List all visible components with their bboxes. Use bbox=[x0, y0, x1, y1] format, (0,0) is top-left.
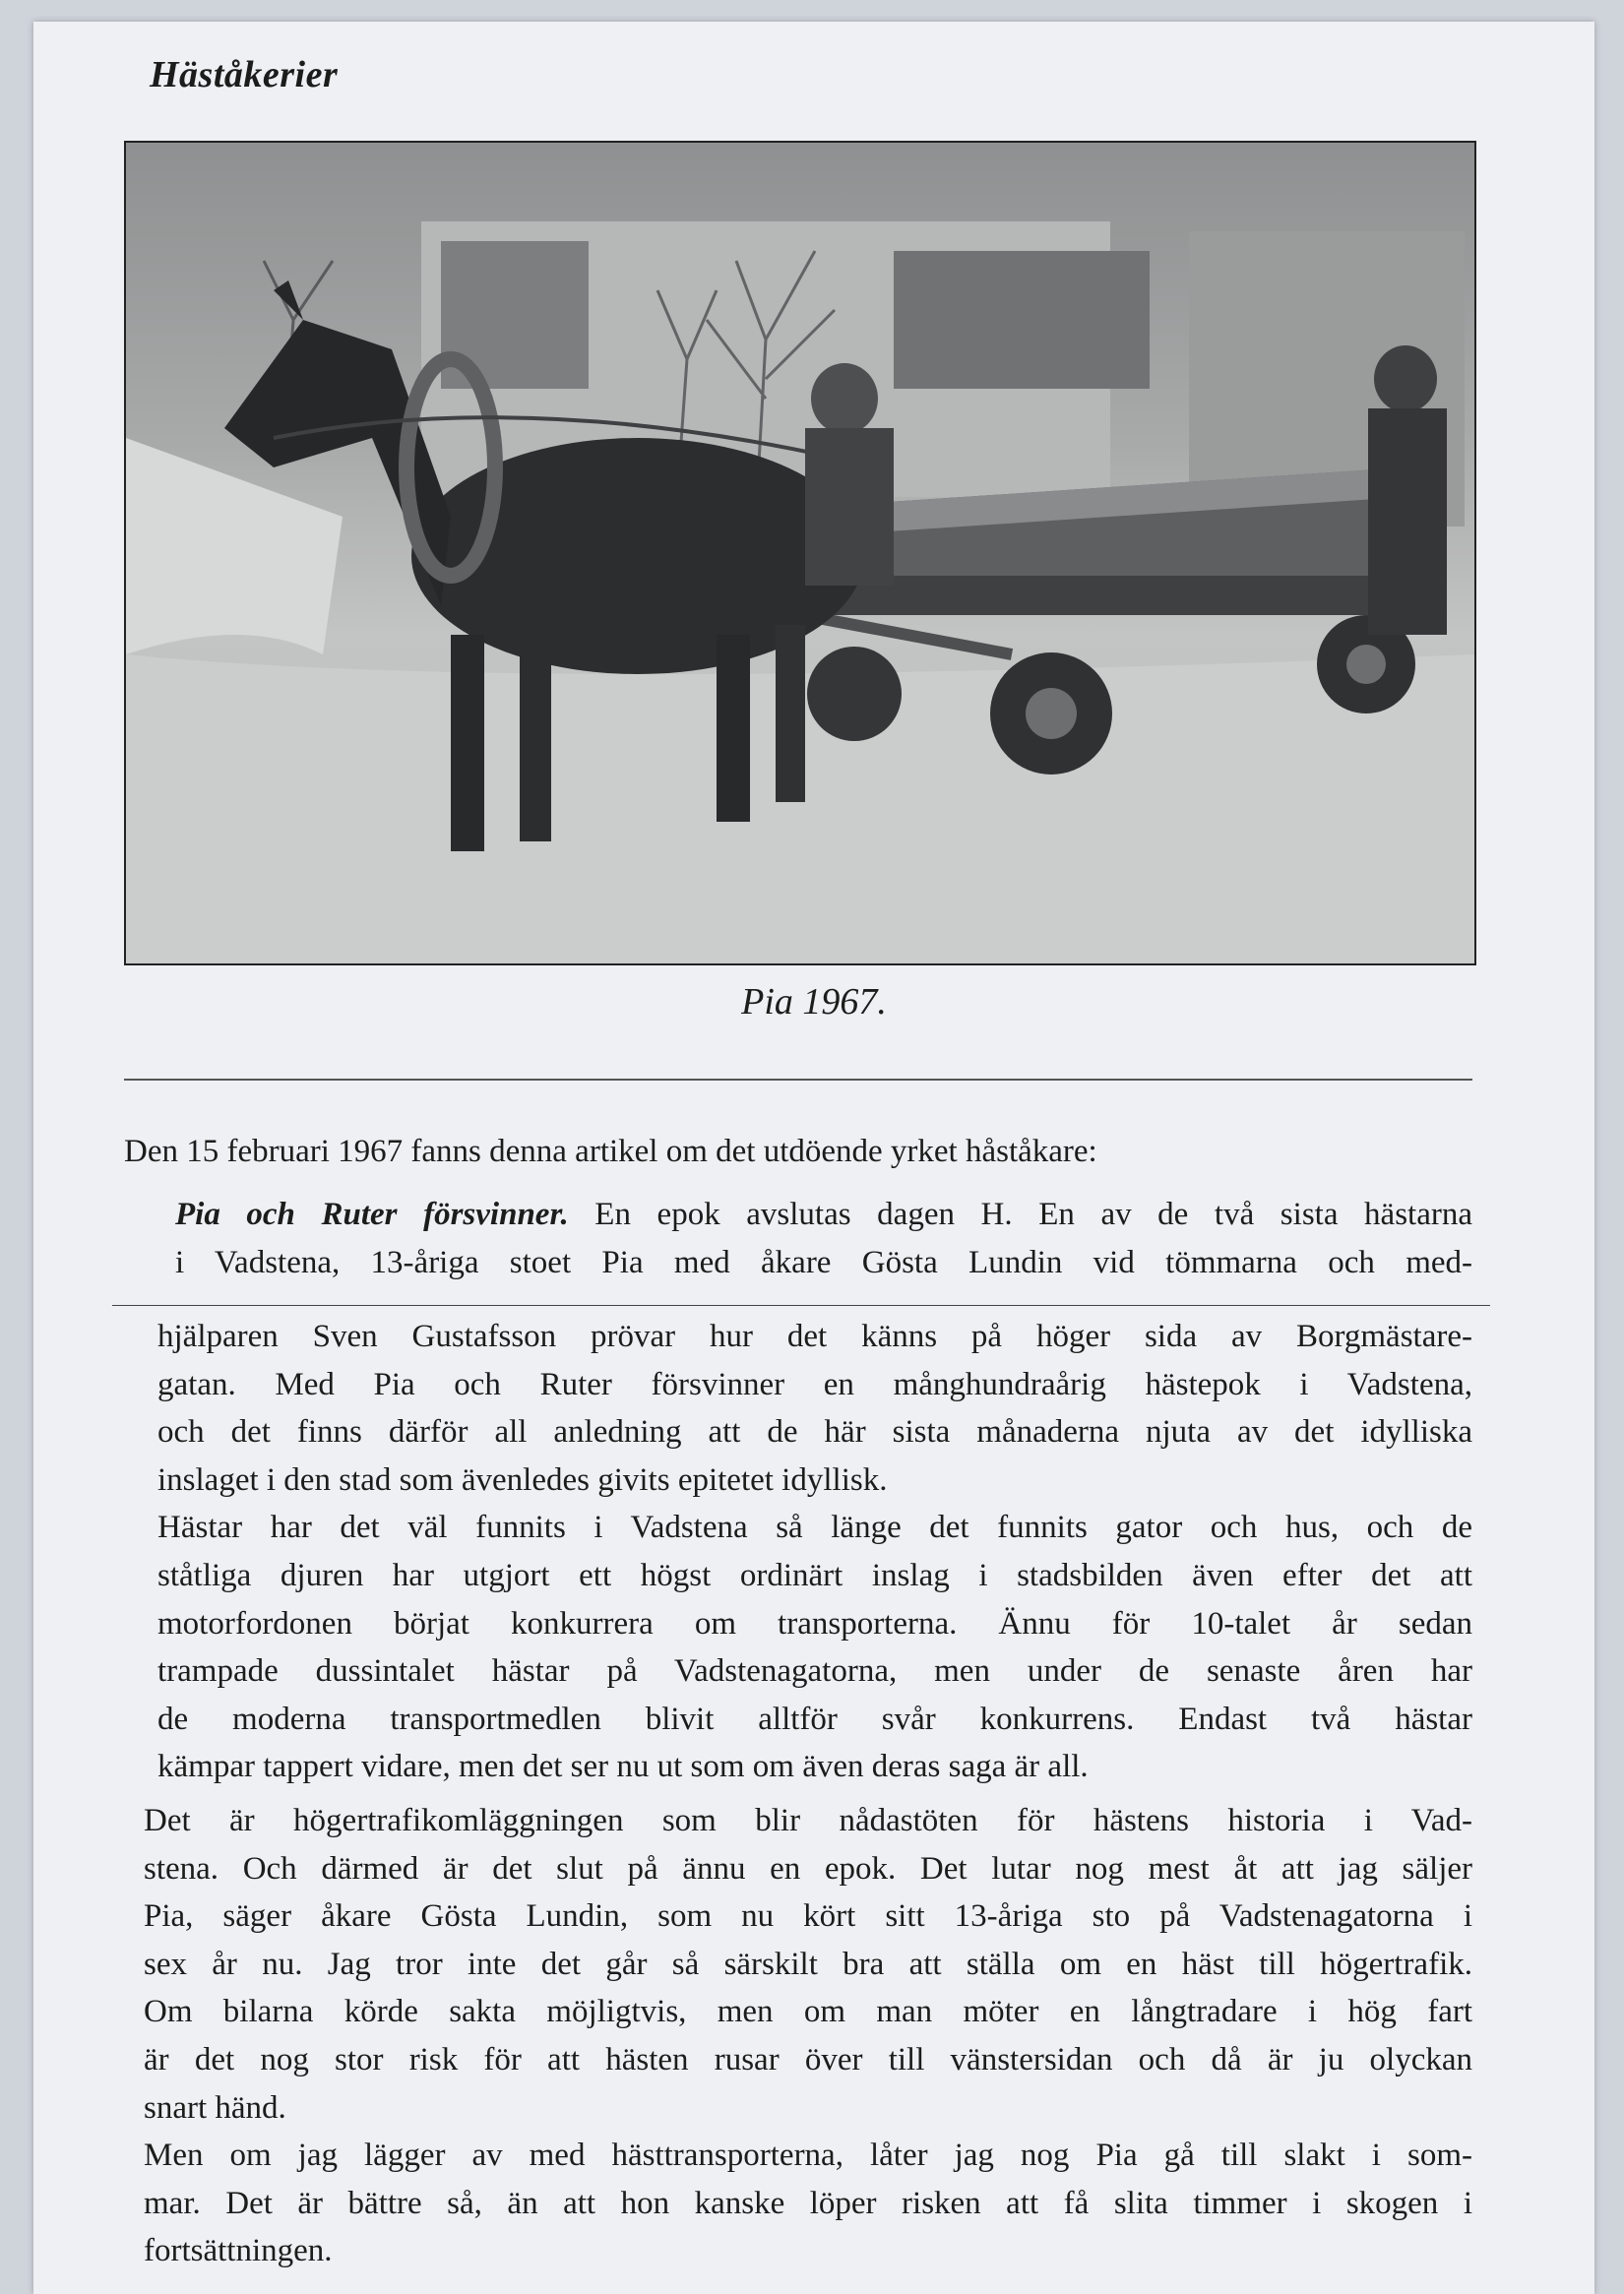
closing-line: Det är högertrafikomläggningen som blir nådastöten för hästens historia i Vad- bbox=[144, 1803, 1472, 1838]
document-page bbox=[33, 22, 1594, 2294]
article-lead bbox=[175, 1191, 1472, 1286]
body-line: hjälparen Sven Gustafsson prövar hur det känns på höger sida av Borgmästare- bbox=[157, 1319, 1472, 1354]
page-header: Häståkerier bbox=[150, 54, 339, 95]
body-line: Hästar har det väl funnits i Vadstena så länge det funnits gator och hus, och de bbox=[157, 1510, 1472, 1546]
divider bbox=[124, 1079, 1472, 1081]
closing-line: sex år nu. Jag tror inte det går så särskilt bra att ställa om en häst till högertrafik. bbox=[144, 1946, 1472, 1982]
intro-text: Den 15 februari 1967 fanns denna artikel om det utdöende yrket håståkare: bbox=[124, 1134, 1097, 1169]
closing-line: snart händ. bbox=[144, 2089, 286, 2126]
lead-line-1 bbox=[175, 1191, 1472, 1239]
photo-illustration bbox=[126, 143, 1474, 963]
closing-line: är det nog stor risk för att hästen rusar över till vänstersidan och då är ju olyckan bbox=[144, 2041, 1472, 2077]
closing-line: Om bilarna körde sakta möjligtvis, men om man möter en långtradare i hög fart bbox=[144, 1994, 1472, 2030]
lead-line-2: i Vadstena, 13-åriga stoet Pia med åkare Gösta Lundin vid tömmarna och med- bbox=[175, 1244, 1472, 1280]
closing-line: Pia, säger åkare Gösta Lundin, som nu kört sitt 13-åriga sto på Vadstenagatorna i bbox=[144, 1898, 1472, 1935]
body-line: motorfordonen börjat konkurrera om transporterna. Ännu för 10-talet år sedan bbox=[157, 1605, 1472, 1642]
body-line: ståtliga djuren har utgjort ett högst ordinärt inslag i stadsbilden även efter det att bbox=[157, 1557, 1472, 1593]
intro-line bbox=[124, 1128, 1472, 1176]
body-line: trampade dussintalet hästar på Vadstenagatorna, men under de senaste åren har bbox=[157, 1653, 1472, 1690]
body-line: och det finns därför all anledning att de här sista månaderna njuta av det idylliska bbox=[157, 1414, 1472, 1451]
article-closing bbox=[144, 1797, 1472, 2275]
body-line: inslaget i den stad som ävenledes givits epitetet idyllisk. bbox=[157, 1461, 888, 1498]
body-line: de moderna transportmedlen blivit alltför svår konkurrens. Endast två hästar bbox=[157, 1701, 1472, 1737]
closing-line: fortsättningen. bbox=[144, 2233, 333, 2269]
body-line: kämpar tappert vidare, men det ser nu ut som om även deras saga är all. bbox=[157, 1749, 1089, 1785]
photo-caption: Pia 1967. bbox=[741, 981, 887, 1023]
closing-line: mar. Det är bättre så, än att hon kanske löper risken att få slita timmer i skogen i bbox=[144, 2185, 1472, 2221]
article-headline: Pia och Ruter försvinner. bbox=[175, 1197, 569, 1232]
closing-line: stena. Och därmed är det slut på ännu en epok. Det lutar nog mest åt att jag säljer bbox=[144, 1850, 1472, 1887]
lead-line-1-text: En epok avslutas dagen H. En av de två sista hästarna bbox=[568, 1197, 1472, 1232]
historical-photo-horse-and-cart bbox=[124, 141, 1476, 965]
cut-line bbox=[112, 1305, 1490, 1306]
body-line: gatan. Med Pia och Ruter försvinner en månghundraårig hästepok i Vadstena, bbox=[157, 1366, 1472, 1402]
article-body bbox=[157, 1313, 1472, 1791]
closing-line: Men om jag lägger av med hästtransporterna, låter jag nog Pia gå till slakt i som- bbox=[144, 2138, 1472, 2174]
